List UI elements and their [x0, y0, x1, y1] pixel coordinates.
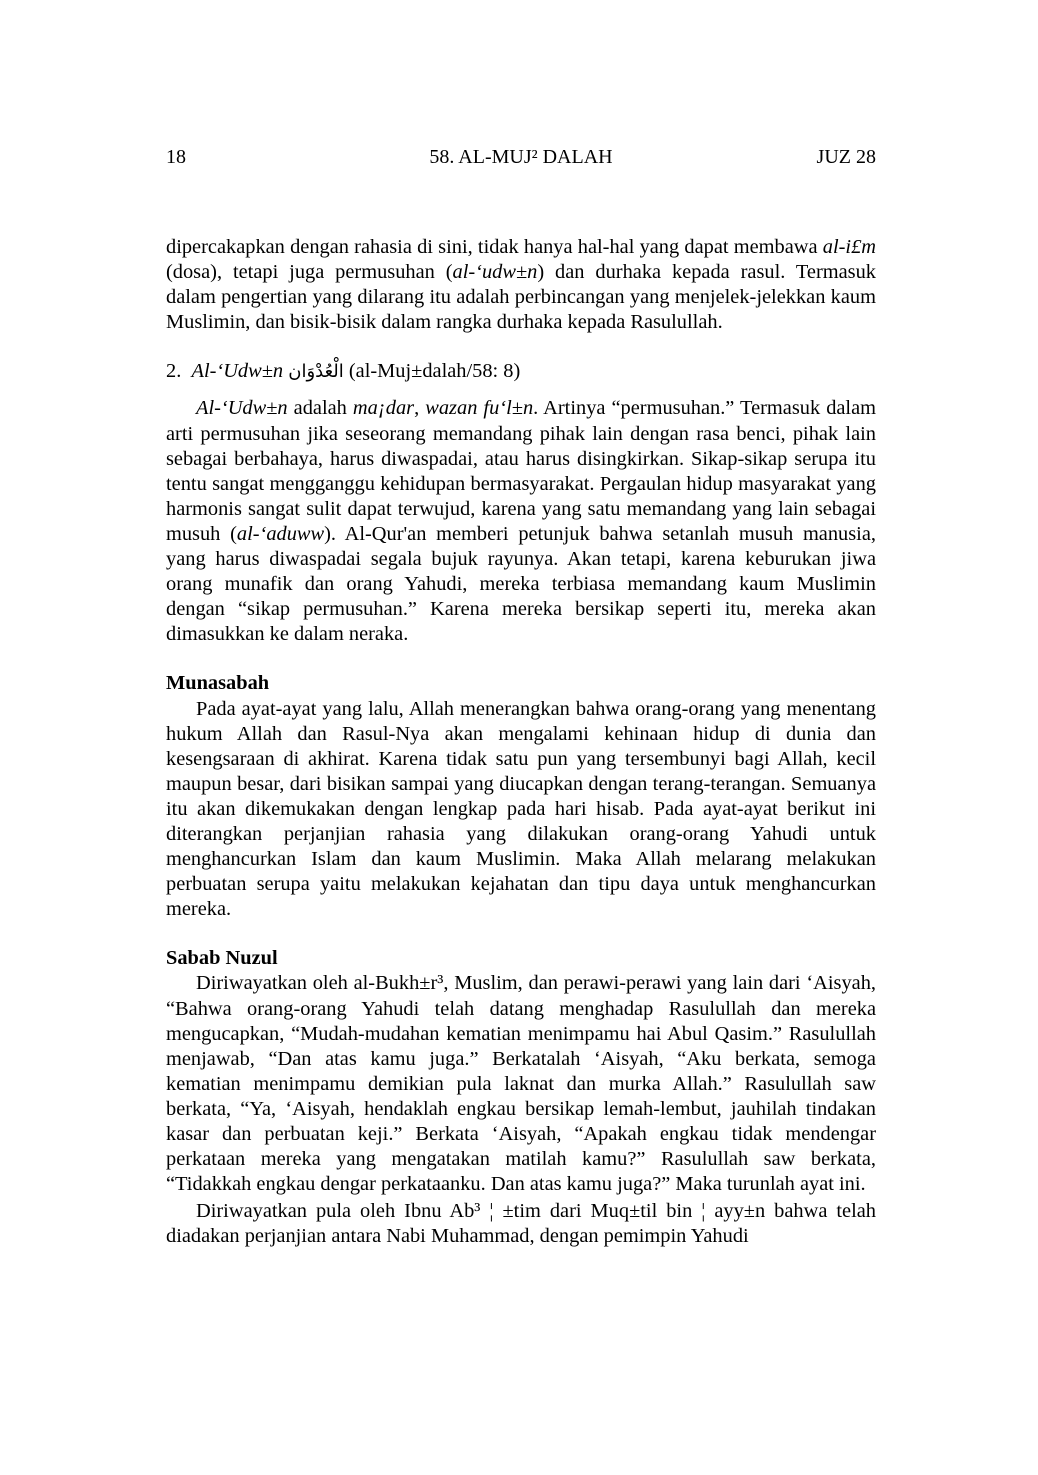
- arabic-term: الْعُدْوَان: [288, 361, 344, 383]
- term-al-udwan: al-‘udw±n: [452, 261, 538, 284]
- munasabah-heading: Munasabah: [166, 672, 270, 695]
- sabab-nuzul-paragraph-2: Diriwayatkan pula oleh Ibnu Ab³ ¦ ±tim dari Muq±til bin ¦ ayy±n bahwa telah diadakan perjanjian antara Nabi Muhammad, dengan pemimpin Yahudi: [166, 1200, 876, 1248]
- page-body: [166, 235, 876, 1249]
- surah-title: 58. AL-MUJ² DALAH: [429, 146, 613, 168]
- sabab-nuzul-heading: Sabab Nuzul: [166, 947, 278, 970]
- item-number: 2.: [166, 360, 182, 383]
- item2-paragraph: Al-‘Udw±n adalah ma¡dar, wazan fu‘l±n. Artinya “permusuhan.” Termasuk dalam arti permusuhan jika seseorang memandang pihak lain dengan rasa benci, pihak lain sebagai berbahaya, harus diwaspadai, atau harus disingkirkan. Sikap-sikap serupa itu tentu sangat mengganggu kehidupan bermasyarakat. Pergaulan hidup masyarakat yang harmonis sangat sulit dapat terwujud, karena yang satu memandang yang lain sebagai musuh (al-‘aduww). Al-Qur'an memberi petunjuk bahwa setanlah musuh manusia, yang harus diwaspadai segala bujuk rayunya. Akan tetapi, karena keburukan jiwa orang munafik dan orang Yahudi, mereka terbiasa memandang kaum Muslimin dengan “sikap permusuhan.” Karena mereka bersikap seperti itu, mereka akan dimasukkan ke dalam neraka.: [166, 397, 877, 646]
- juz-label: JUZ 28: [816, 146, 876, 168]
- item-term: Al-‘Udw±n: [191, 360, 284, 383]
- term-al-ithm: al-i£m: [822, 236, 876, 258]
- intro-paragraph: dipercakapkan dengan rahasia di sini, tidak hanya hal-hal yang dapat membawa al-i£m (dosa), tetapi juga permusuhan (al-‘udw±n) dan durhaka kepada rasul. Termasuk dalam pengertian yang dilarang itu adalah perbincangan yang menjelek-jelekkan kaum Muslimin, dan bisik-bisik dalam rangka durhaka kepada Rasulullah.: [166, 236, 876, 334]
- running-header: [166, 146, 876, 174]
- page-number: 18: [166, 146, 186, 168]
- vocab-item-2: [166, 359, 876, 384]
- sabab-nuzul-paragraph-1: Diriwayatkan oleh al-Bukh±r³, Muslim, dan perawi-perawi yang lain dari ‘Aisyah, “Bahwa orang-orang Yahudi telah datang menghadap Rasulullah dan mereka mengucapkan, “Mudah-mudahan kematian menimpamu hai Abul Qasim.” Rasulullah menjawab, “Dan atas kamu juga.” Berkatalah ‘Aisyah, “Aku berkata, semoga kematian menimpamu demikian pula laknat dan murka Allah.” Rasulullah saw berkata, “Ya, ‘Aisyah, hendaklah engkau bersikap lemah-lembut, jauhilah tindakan kasar dan perbuatan keji.” Berkata ‘Aisyah, “Apakah engkau tidak mendengar perkataan mereka yang mengatakan matilah kamu?” Rasulullah saw berkata, “Tidakkah engkau dengar perkataanku. Dan atas kamu juga?” Maka turunlah ayat ini.: [166, 972, 876, 1196]
- munasabah-paragraph: Pada ayat-ayat yang lalu, Allah menerangkan bahwa orang-orang yang menentang hukum Allah dan Rasul-Nya akan mengalami kehinaan hidup di dunia dan kesengsaraan di akhirat. Karena tidak satu pun yang tersembunyi bagi Allah, kecil maupun besar, dari bisikan sampai yang diucapkan dengan terang-terangan. Semuanya itu akan dikemukakan dengan lengkap pada hari hisab. Pada ayat-ayat berikut ini diterangkan perjanjian rahasia yang dilakukan orang-orang Yahudi untuk menghancurkan Islam dan kaum Muslimin. Maka Allah melarang melakukan perbuatan serupa yaitu melakukan kejahatan dan tipu daya untuk menghancurkan mereka.: [166, 697, 876, 921]
- item-reference: (al-Muj±dalah/58: 8): [348, 360, 521, 383]
